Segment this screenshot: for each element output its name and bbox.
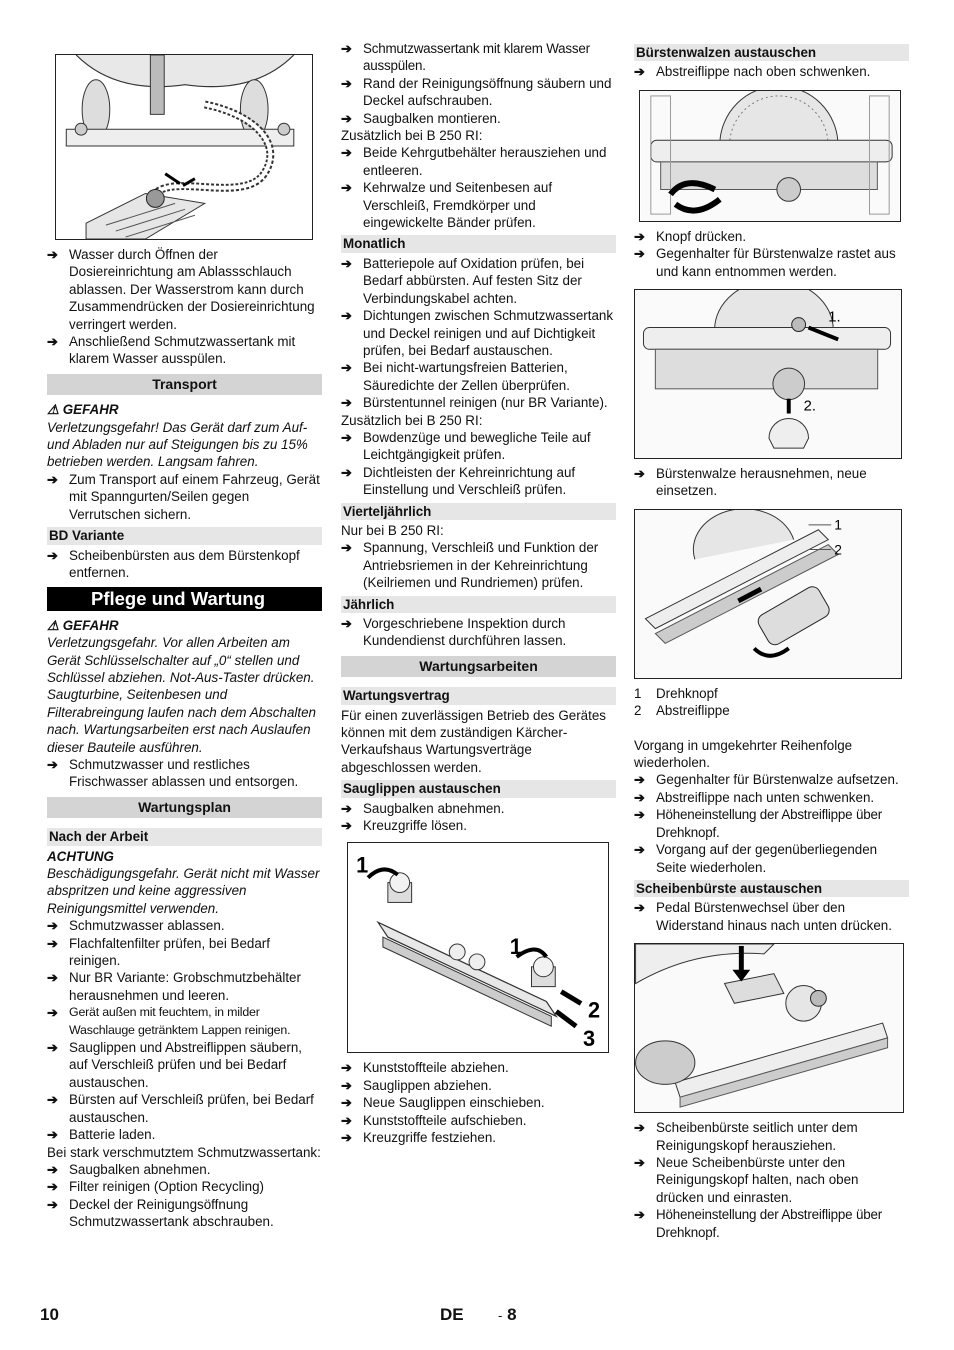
steps-drain xyxy=(47,246,322,368)
legend-item: 2 Abstreiflippe xyxy=(634,703,730,719)
figure-roller-2 xyxy=(634,289,902,459)
step-item: ➔ Batterie laden. xyxy=(47,1127,156,1143)
legend-item: 1 Drehknopf xyxy=(634,685,718,701)
achtung-label: ACHTUNG xyxy=(47,848,114,864)
step-item: ➔ Filter reinigen (Option Recycling) xyxy=(47,1179,264,1195)
arrow-icon: ➔ xyxy=(341,1095,352,1111)
figure-roller-1 xyxy=(639,90,901,222)
label-1: 1 xyxy=(356,853,369,879)
step-item: ➔ Saugbalken abnehmen. xyxy=(341,800,505,816)
step-item: ➔ Bürstenwalze herausnehmen, neue einsetzen. xyxy=(634,466,867,499)
step-item: ➔ Bürstentunnel reinigen (nur BR Variante). xyxy=(341,395,608,411)
label-3: 3 xyxy=(582,1026,596,1052)
dirty-intro: Bei stark verschmutztem Schmutzwassertank: xyxy=(47,1144,321,1160)
subsection-title-bd: BD Variante xyxy=(47,527,322,544)
arrow-icon: ➔ xyxy=(341,1060,352,1076)
subsection-title-quarterly: Vierteljährlich xyxy=(341,503,616,520)
arrow-icon: ➔ xyxy=(47,1196,58,1212)
arrow-icon: ➔ xyxy=(341,180,352,196)
subsection-title-disc: Scheibenbürste austauschen xyxy=(634,880,909,897)
sub-page-number: - 8 xyxy=(498,1305,517,1324)
arrow-icon: ➔ xyxy=(341,41,352,56)
arrow-icon: ➔ xyxy=(634,900,645,916)
warning-triangle-icon: ⚠ xyxy=(47,617,60,633)
arrow-icon: ➔ xyxy=(634,64,645,80)
section-title-work: Wartungsarbeiten xyxy=(341,656,616,677)
danger-label: ⚠ GEFAHR xyxy=(47,402,119,418)
figure-disc-brush xyxy=(634,943,904,1113)
arrow-icon: ➔ xyxy=(341,395,352,411)
arrow-icon: ➔ xyxy=(634,1120,645,1136)
arrow-icon: ➔ xyxy=(341,1112,352,1128)
step-item: ➔ Dichtleisten der Kehreinrichtung auf Einstellung und Verschleiß prüfen. xyxy=(341,464,576,498)
arrow-icon: ➔ xyxy=(634,1207,645,1223)
step-item: ➔ Saugbalken montieren. xyxy=(341,110,501,126)
step-item: ➔ Batteriepole auf Oxidation prüfen, bei Bedarf abbürsten. Auf festen Sitz der Verbindungskabel achten. xyxy=(341,255,585,306)
column-1 xyxy=(47,40,322,1231)
arrow-icon: ➔ xyxy=(47,756,58,772)
drain-hose-illustration xyxy=(56,55,312,239)
label-2: 2 xyxy=(587,997,601,1023)
step-item: ➔ Nur BR Variante: Grobschmutzbehälter herausnehmen und leeren. xyxy=(47,970,301,1003)
arrow-icon: ➔ xyxy=(634,466,645,482)
step-item: ➔ Bürsten auf Verschleiß prüfen, bei Bedarf austauschen. xyxy=(47,1092,314,1125)
step-item: ➔ Gegenhalter für Bürstenwalze rastet aus und kann entnommen werden. xyxy=(634,246,896,279)
step-item: ➔ Schmutzwasser und restliches Frischwasser ablassen und entsorgen. xyxy=(47,756,299,790)
step-item: ➔ Vorgang auf der gegenüberliegenden Seite wiederholen. xyxy=(634,842,878,875)
arrow-icon: ➔ xyxy=(341,75,352,91)
arrow-icon: ➔ xyxy=(341,464,352,480)
step-item: ➔ Pedal Bürstenwechsel über den Widerstand hinaus nach unten drücken. xyxy=(634,900,892,933)
step-item: ➔ Schmutzwassertank mit klarem Wasser ausspülen. xyxy=(341,41,590,74)
arrow-icon: ➔ xyxy=(634,842,645,858)
step-item: ➔ Gerät außen mit feuchtem, in milder Waschlauge getränktem Lappen reinigen. xyxy=(47,1005,291,1037)
subsection-title-contract: Wartungsvertrag xyxy=(341,687,616,704)
step-item: ➔ Dichtungen zwischen Schmutzwassertank und Deckel reinigen und auf Dichtigkeit prüfen, bei Bedarf austauschen. xyxy=(341,308,614,358)
b250-intro: Zusätzlich bei B 250 RI: xyxy=(341,128,483,144)
arrow-icon: ➔ xyxy=(47,1092,58,1108)
arrow-icon: ➔ xyxy=(341,429,352,445)
step-item: ➔ Spannung, Verschleiß und Funktion der Antriebsriemen in der Kehreinrichtung (Keilriemen und Rundriemen) prüfen. xyxy=(341,540,599,591)
danger-label: ⚠ GEFAHR xyxy=(47,617,119,633)
subsection-title-yearly: Jährlich xyxy=(341,596,616,613)
danger-text: Saugturbine, Seitenbesen und Filterabreingung laufen nach dem Abschalten nach. Wartungsarbeiten erst nach Auslaufen dieser Bauteile ausführen. xyxy=(47,687,316,755)
achtung-text: Beschädigungsgefahr. Gerät nicht mit Wasser abspritzen und keine aggressiven Reinigungsmittel verwenden. xyxy=(47,866,320,916)
contract-text: Für einen zuverlässigen Betrieb des Gerätes können mit dem zuständigen Kärcher-Verkaufshaus Wartungsverträge abgeschlossen werden. xyxy=(341,707,606,775)
step-item: ➔ Sauglippen und Abstreiflippen säubern, auf Verschleiß prüfen und bei Bedarf austauschen. xyxy=(47,1040,303,1090)
step-item: ➔ Höheneinstellung der Abstreiflippe über Drehknopf. xyxy=(634,1207,882,1240)
step-item: ➔ Kunststoffteile abziehen. xyxy=(341,1060,509,1076)
step-item: ➔ Kreuzgriffe festziehen. xyxy=(341,1130,496,1146)
quarterly-intro: Nur bei B 250 RI: xyxy=(341,522,444,538)
arrow-icon: ➔ xyxy=(634,789,645,805)
roller-illustration-2 xyxy=(635,290,901,458)
step-item: ➔ Kreuzgriffe lösen. xyxy=(341,818,467,834)
arrow-icon: ➔ xyxy=(47,547,58,563)
step-item: ➔ Schmutzwasser ablassen. xyxy=(47,918,225,934)
step-item: ➔ Rand der Reinigungsöffnung säubern und Deckel aufschrauben. xyxy=(341,75,612,109)
step-item: ➔ Knopf drücken. xyxy=(634,228,747,244)
arrow-icon: ➔ xyxy=(341,145,352,161)
danger-text: Verletzungsgefahr! Das Gerät darf zum Auf- und Abladen nur auf Steigungen bis zu 15% betrieben werden. Langsam fahren. xyxy=(47,419,308,470)
section-title-plan: Wartungsplan xyxy=(47,797,322,818)
step-item: ➔ Zum Transport auf einem Fahrzeug, Gerät mit Spanngurten/Seilen gegen Verrutschen sichern. xyxy=(47,471,320,522)
arrow-icon: ➔ xyxy=(47,247,58,262)
step-item: ➔ Sauglippen abziehen. xyxy=(341,1077,492,1093)
step-item: ➔ Beide Kehrgutbehälter herausziehen und entleeren. xyxy=(341,145,607,178)
step-item: ➔ Anschließend Schmutzwassertank mit klarem Wasser ausspülen. xyxy=(47,334,296,367)
arrow-icon: ➔ xyxy=(47,1040,58,1056)
page-number: 10 xyxy=(40,1305,59,1324)
roller-illustration-1 xyxy=(640,91,900,221)
step-item: ➔ Flachfaltenfilter prüfen, bei Bedarf reinigen. xyxy=(47,935,270,969)
step-item: ➔ Saugbalken abnehmen. xyxy=(47,1161,211,1177)
arrow-icon: ➔ xyxy=(47,1179,58,1195)
arrow-icon: ➔ xyxy=(634,807,645,823)
reverse-text: Vorgang in umgekehrter Reihenfolge wiederholen. xyxy=(634,737,853,771)
arrow-icon: ➔ xyxy=(341,308,352,324)
step-item: ➔ Neue Scheibenbürste unter den Reinigungskopf halten, nach oben drücken und einrasten. xyxy=(634,1154,859,1205)
arrow-icon: ➔ xyxy=(47,918,58,934)
arrow-icon: ➔ xyxy=(47,1161,58,1177)
section-title-transport: Transport xyxy=(47,374,322,395)
danger-text: Verletzungsgefahr. Vor allen Arbeiten am Gerät Schlüsselschalter auf „0“ stellen und Schlüssel abziehen. Not-Aus-Taster drücken. xyxy=(47,635,315,685)
arrow-icon: ➔ xyxy=(47,1127,58,1143)
step-item: ➔ Höheneinstellung der Abstreiflippe über Drehknopf. xyxy=(634,807,882,840)
arrow-icon: ➔ xyxy=(341,360,352,376)
step-item: ➔ Neue Sauglippen einschieben. xyxy=(341,1095,545,1111)
arrow-icon: ➔ xyxy=(634,772,645,788)
column-2 xyxy=(341,40,616,1147)
subsection-title-monthly: Monatlich xyxy=(341,235,616,252)
arrow-icon: ➔ xyxy=(47,1005,58,1021)
squeegee-illustration xyxy=(348,843,608,1052)
arrow-icon: ➔ xyxy=(341,1130,352,1146)
arrow-icon: ➔ xyxy=(47,334,58,350)
arrow-icon: ➔ xyxy=(634,246,645,262)
label-step-1: 1. xyxy=(828,309,841,326)
step-item: ➔ Wasser durch Öffnen der Dosiereinrichtung am Ablassschlauch ablassen. Der Wasserstrom kann durch Zusammendrücken der Dosiereinrichtung verringert werden. xyxy=(47,247,315,332)
arrow-icon: ➔ xyxy=(341,800,352,816)
arrow-icon: ➔ xyxy=(634,1154,645,1170)
arrow-icon: ➔ xyxy=(341,110,352,126)
subsection-title-after: Nach der Arbeit xyxy=(47,828,322,845)
disc-brush-illustration xyxy=(635,944,903,1112)
step-item: ➔ Abstreiflippe nach oben schwenken. xyxy=(634,64,871,80)
subsection-title-roller: Bürstenwalzen austauschen xyxy=(634,44,909,61)
arrow-icon: ➔ xyxy=(634,228,645,244)
step-item: ➔ Kehrwalze und Seitenbesen auf Verschleiß, Fremdkörper und eingewickelte Bänder prüfen. xyxy=(341,180,553,231)
arrow-icon: ➔ xyxy=(341,818,352,834)
figure-squeegee xyxy=(347,842,609,1053)
step-item: ➔ Kunststoffteile aufschieben. xyxy=(341,1112,527,1128)
arrow-icon: ➔ xyxy=(341,1077,352,1093)
figure-drain-hose xyxy=(55,54,313,240)
label-knob: 1 xyxy=(834,516,842,533)
arrow-icon: ➔ xyxy=(47,471,58,487)
column-3 xyxy=(634,40,909,1241)
arrow-icon: ➔ xyxy=(341,616,352,631)
step-item: ➔ Bowdenzüge und bewegliche Teile auf Leichtgängigkeit prüfen. xyxy=(341,429,591,463)
arrow-icon: ➔ xyxy=(47,970,58,986)
step-item: ➔ Gegenhalter für Bürstenwalze aufsetzen. xyxy=(634,772,899,788)
arrow-icon: ➔ xyxy=(47,935,58,951)
label-lip: 2 xyxy=(834,541,842,558)
figure-roller-3 xyxy=(634,509,902,679)
step-item: ➔ Vorgeschriebene Inspektion durch Kundendienst durchführen lassen. xyxy=(341,616,567,649)
chapter-title-care: Pflege und Wartung xyxy=(47,587,322,610)
arrow-icon: ➔ xyxy=(341,540,352,556)
step-item: ➔ Bei nicht-wartungsfreien Batterien, Säuredichte der Zellen überprüfen. xyxy=(341,360,570,393)
language-code: DE xyxy=(440,1305,464,1324)
step-item: ➔ Scheibenbürsten aus dem Bürstenkopf entfernen. xyxy=(47,547,300,580)
step-item: ➔ Deckel der Reinigungsöffnung Schmutzwassertank abschrauben. xyxy=(47,1196,274,1230)
arrow-icon: ➔ xyxy=(341,255,352,271)
label-1b: 1 xyxy=(509,934,522,960)
step-item: ➔ Abstreiflippe nach unten schwenken. xyxy=(634,789,875,805)
step-item: ➔ Scheibenbürste seitlich unter dem Reinigungskopf herausziehen. xyxy=(634,1120,858,1153)
warning-triangle-icon: ⚠ xyxy=(47,402,60,418)
label-step-2: 2. xyxy=(803,398,816,415)
roller-illustration-3 xyxy=(635,510,901,678)
monthly-b250-intro: Zusätzlich bei B 250 RI: xyxy=(341,412,483,428)
subsection-title-lips: Sauglippen austauschen xyxy=(341,780,616,797)
